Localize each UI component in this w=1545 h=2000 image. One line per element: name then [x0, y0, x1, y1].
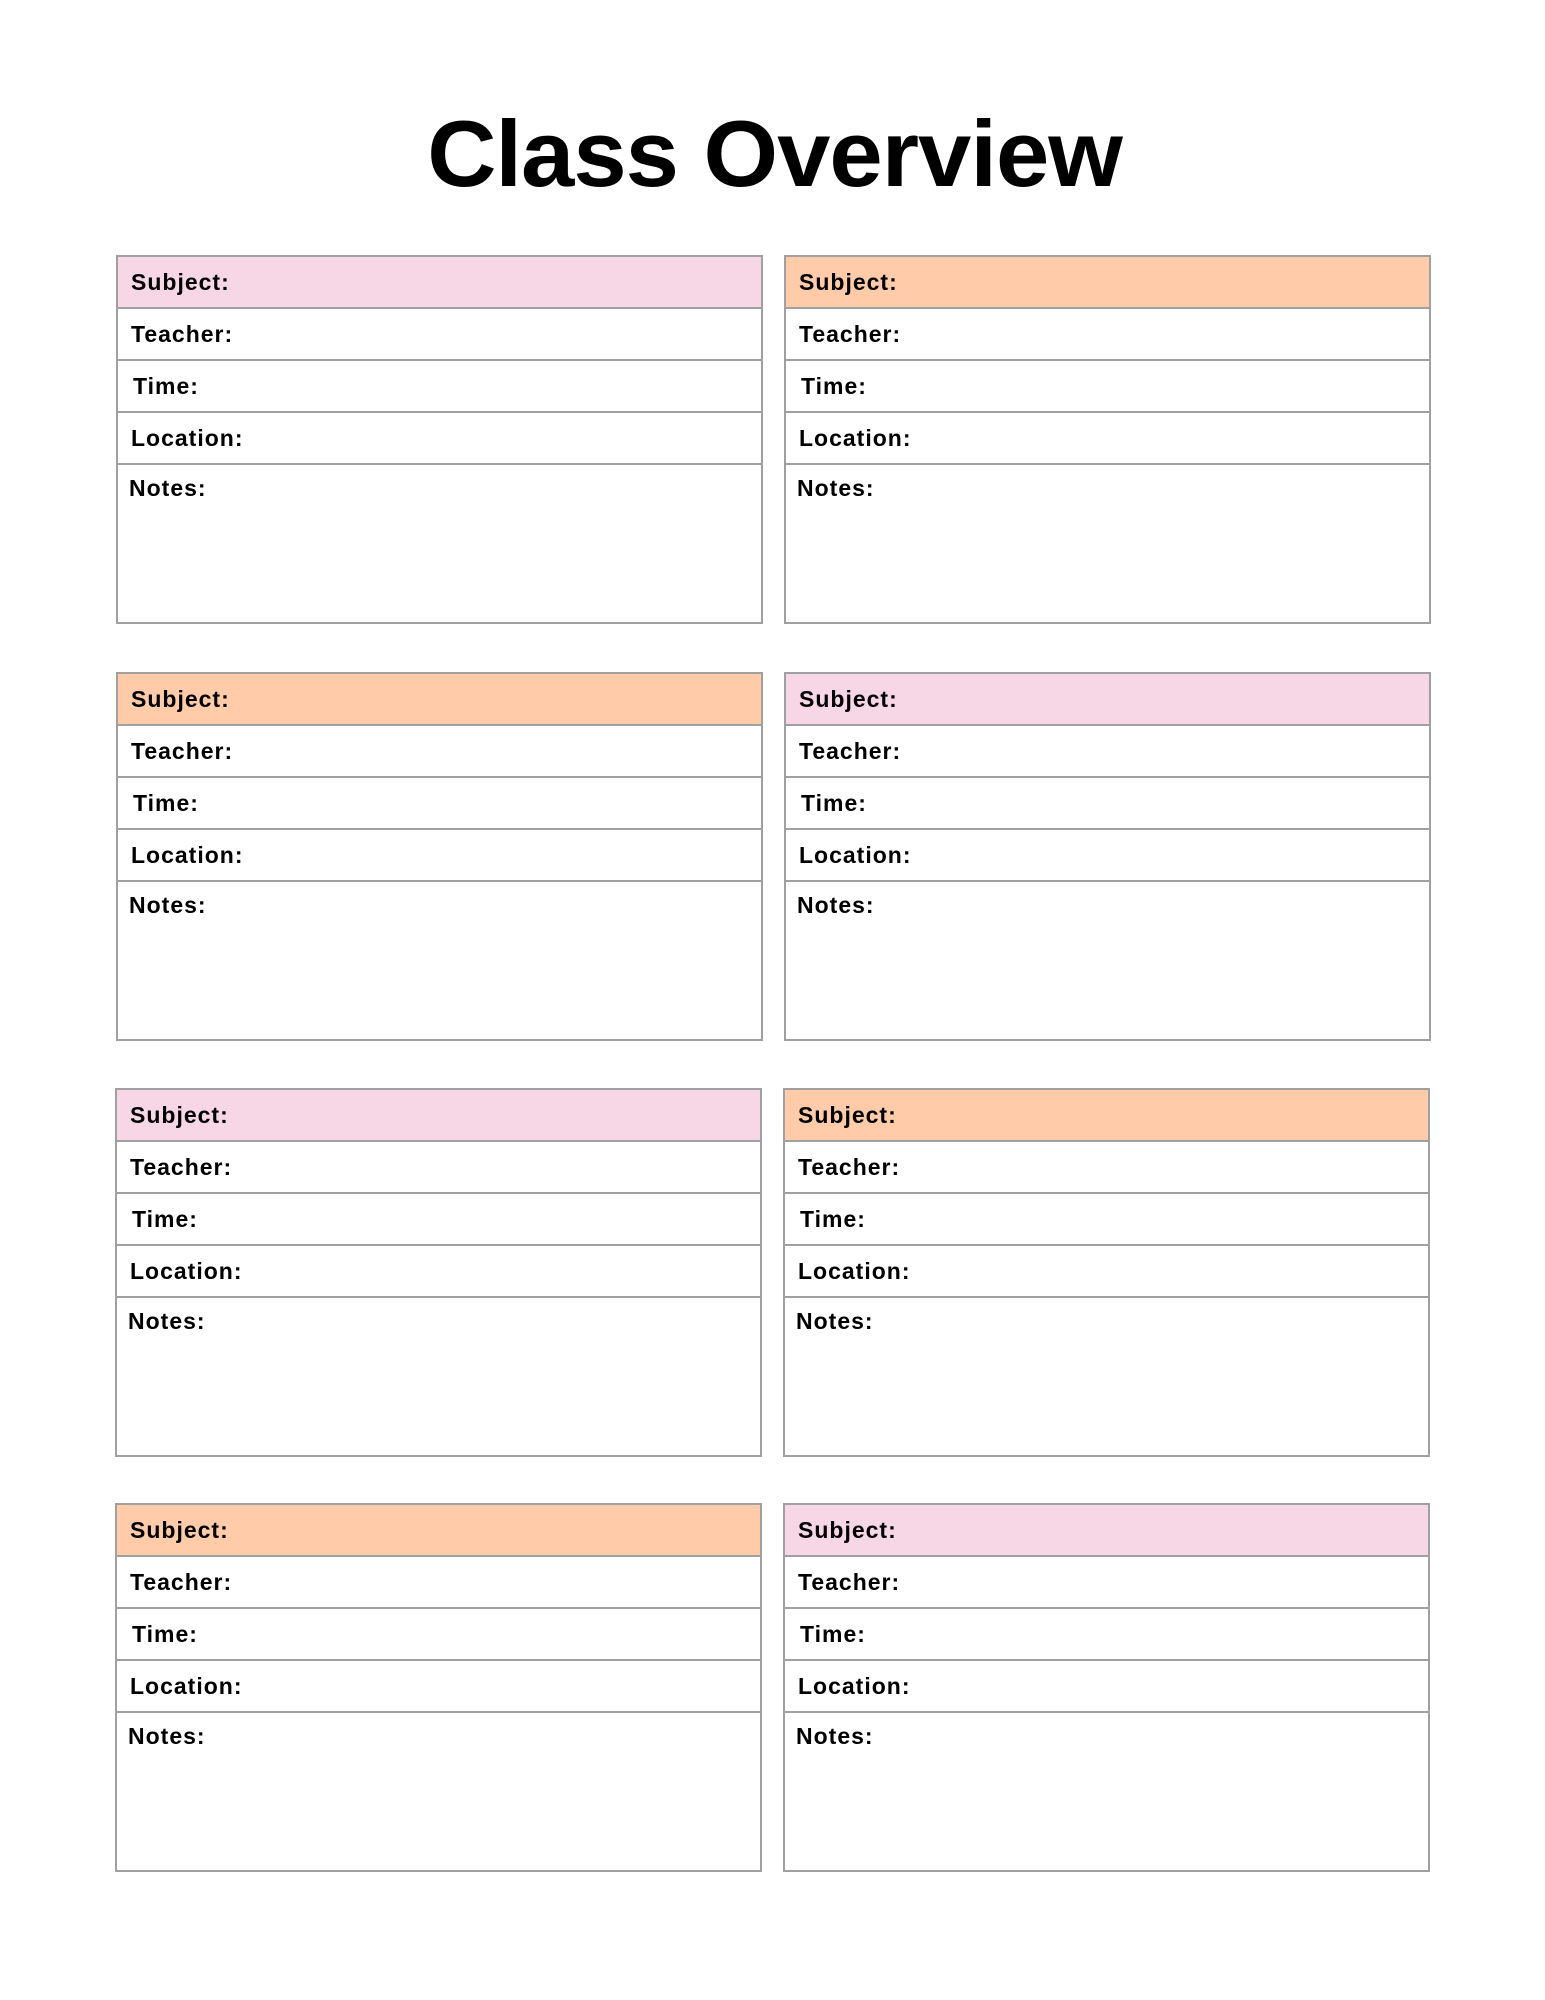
- location-row[interactable]: [117, 1661, 760, 1713]
- time-field[interactable]: [198, 1194, 760, 1244]
- time-field[interactable]: [199, 778, 761, 828]
- page-title: Class Overview: [427, 101, 1122, 206]
- notes-label: Notes:: [796, 1308, 874, 1334]
- teacher-row[interactable]: [118, 309, 761, 361]
- subject-label: Subject:: [130, 1102, 229, 1128]
- location-label: Location:: [130, 1673, 243, 1699]
- teacher-field[interactable]: [233, 726, 761, 776]
- subject-label: Subject:: [130, 1517, 229, 1543]
- location-label: Location:: [131, 425, 244, 451]
- class-card-1: [116, 255, 763, 624]
- teacher-field[interactable]: [901, 726, 1429, 776]
- subject-label: Subject:: [131, 269, 230, 295]
- time-label: Time:: [800, 1621, 866, 1647]
- teacher-field[interactable]: [901, 309, 1429, 359]
- location-row[interactable]: [118, 830, 761, 882]
- notes-row[interactable]: [117, 1298, 760, 1455]
- subject-field[interactable]: [898, 674, 1429, 724]
- notes-field[interactable]: [875, 474, 1429, 622]
- notes-row[interactable]: [117, 1713, 760, 1870]
- location-label: Location:: [130, 1258, 243, 1284]
- teacher-label: Teacher:: [798, 1154, 901, 1180]
- teacher-label: Teacher:: [799, 738, 902, 764]
- teacher-field[interactable]: [232, 1557, 760, 1607]
- location-row[interactable]: [785, 1661, 1428, 1713]
- time-field[interactable]: [866, 1194, 1428, 1244]
- location-field[interactable]: [243, 1246, 761, 1296]
- teacher-label: Teacher:: [130, 1154, 233, 1180]
- location-row[interactable]: [786, 413, 1429, 465]
- location-row[interactable]: [785, 1246, 1428, 1298]
- time-row[interactable]: [117, 1194, 760, 1246]
- teacher-row[interactable]: [785, 1557, 1428, 1609]
- time-row[interactable]: [118, 778, 761, 830]
- notes-field[interactable]: [874, 1307, 1428, 1455]
- time-label: Time:: [132, 1621, 198, 1647]
- location-label: Location:: [799, 425, 912, 451]
- time-field[interactable]: [867, 778, 1429, 828]
- subject-field[interactable]: [229, 1505, 760, 1555]
- location-row[interactable]: [118, 413, 761, 465]
- time-field[interactable]: [199, 361, 761, 411]
- teacher-field[interactable]: [900, 1557, 1428, 1607]
- teacher-label: Teacher:: [798, 1569, 901, 1595]
- subject-label: Subject:: [799, 269, 898, 295]
- subject-field[interactable]: [898, 257, 1429, 307]
- teacher-row[interactable]: [117, 1557, 760, 1609]
- time-field[interactable]: [866, 1609, 1428, 1659]
- notes-field[interactable]: [875, 891, 1429, 1039]
- location-row[interactable]: [117, 1246, 760, 1298]
- teacher-label: Teacher:: [131, 321, 234, 347]
- teacher-label: Teacher:: [130, 1569, 233, 1595]
- subject-label: Subject:: [131, 686, 230, 712]
- notes-label: Notes:: [796, 1723, 874, 1749]
- subject-row[interactable]: [785, 1505, 1428, 1557]
- class-card-2: [784, 255, 1431, 624]
- subject-row[interactable]: [785, 1090, 1428, 1142]
- location-field[interactable]: [911, 1661, 1429, 1711]
- time-field[interactable]: [198, 1609, 760, 1659]
- class-card-6: [783, 1088, 1430, 1457]
- time-label: Time:: [133, 373, 199, 399]
- location-field[interactable]: [244, 413, 762, 463]
- notes-label: Notes:: [128, 1308, 206, 1334]
- subject-label: Subject:: [799, 686, 898, 712]
- subject-row[interactable]: [118, 257, 761, 309]
- time-label: Time:: [132, 1206, 198, 1232]
- notes-row[interactable]: [118, 882, 761, 1039]
- location-label: Location:: [131, 842, 244, 868]
- subject-label: Subject:: [798, 1517, 897, 1543]
- time-row[interactable]: [117, 1609, 760, 1661]
- subject-field[interactable]: [229, 1090, 760, 1140]
- teacher-row[interactable]: [785, 1142, 1428, 1194]
- subject-row[interactable]: [117, 1090, 760, 1142]
- location-label: Location:: [798, 1258, 911, 1284]
- subject-row[interactable]: [786, 257, 1429, 309]
- time-row[interactable]: [785, 1609, 1428, 1661]
- teacher-row[interactable]: [786, 726, 1429, 778]
- notes-field[interactable]: [206, 1722, 760, 1870]
- notes-row[interactable]: [786, 882, 1429, 1039]
- subject-field[interactable]: [897, 1505, 1428, 1555]
- subject-field[interactable]: [230, 257, 761, 307]
- subject-row[interactable]: [786, 674, 1429, 726]
- class-card-7: [115, 1503, 762, 1872]
- time-label: Time:: [801, 373, 867, 399]
- teacher-label: Teacher:: [131, 738, 234, 764]
- notes-row[interactable]: [118, 465, 761, 622]
- teacher-row[interactable]: [117, 1142, 760, 1194]
- notes-row[interactable]: [785, 1298, 1428, 1455]
- location-field[interactable]: [243, 1661, 761, 1711]
- notes-field[interactable]: [207, 474, 761, 622]
- subject-field[interactable]: [230, 674, 761, 724]
- notes-field[interactable]: [874, 1722, 1428, 1870]
- subject-field[interactable]: [897, 1090, 1428, 1140]
- subject-row[interactable]: [118, 674, 761, 726]
- notes-label: Notes:: [128, 1723, 206, 1749]
- class-card-5: [115, 1088, 762, 1457]
- subject-label: Subject:: [798, 1102, 897, 1128]
- subject-row[interactable]: [117, 1505, 760, 1557]
- time-row[interactable]: [786, 778, 1429, 830]
- teacher-field[interactable]: [233, 309, 761, 359]
- teacher-field[interactable]: [232, 1142, 760, 1192]
- location-field[interactable]: [911, 1246, 1429, 1296]
- time-label: Time:: [133, 790, 199, 816]
- teacher-field[interactable]: [900, 1142, 1428, 1192]
- location-field[interactable]: [244, 830, 762, 880]
- notes-label: Notes:: [129, 475, 207, 501]
- notes-row[interactable]: [786, 465, 1429, 622]
- notes-field[interactable]: [207, 891, 761, 1039]
- notes-label: Notes:: [797, 475, 875, 501]
- time-row[interactable]: [785, 1194, 1428, 1246]
- location-field[interactable]: [912, 830, 1430, 880]
- teacher-row[interactable]: [786, 309, 1429, 361]
- notes-field[interactable]: [206, 1307, 760, 1455]
- time-label: Time:: [801, 790, 867, 816]
- teacher-row[interactable]: [118, 726, 761, 778]
- class-card-8: [783, 1503, 1430, 1872]
- notes-row[interactable]: [785, 1713, 1428, 1870]
- class-card-4: [784, 672, 1431, 1041]
- location-row[interactable]: [786, 830, 1429, 882]
- time-label: Time:: [800, 1206, 866, 1232]
- location-field[interactable]: [912, 413, 1430, 463]
- class-card-3: [116, 672, 763, 1041]
- notes-label: Notes:: [797, 892, 875, 918]
- time-field[interactable]: [867, 361, 1429, 411]
- teacher-label: Teacher:: [799, 321, 902, 347]
- location-label: Location:: [798, 1673, 911, 1699]
- time-row[interactable]: [118, 361, 761, 413]
- location-label: Location:: [799, 842, 912, 868]
- notes-label: Notes:: [129, 892, 207, 918]
- time-row[interactable]: [786, 361, 1429, 413]
